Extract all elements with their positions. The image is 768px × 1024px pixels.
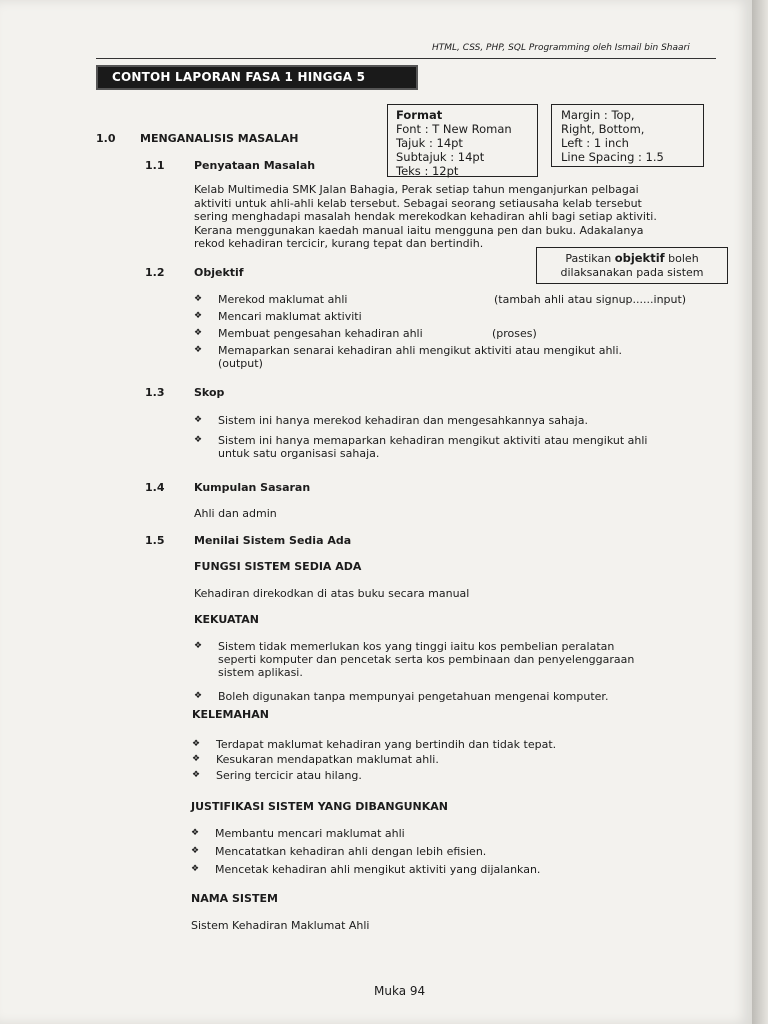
list-item-text: Membuat pengesahan kehadiran ahli [218, 327, 423, 340]
bullet-icon: ❖ [192, 754, 201, 764]
bullet-icon: ❖ [194, 345, 203, 355]
subsection-number: 1.5 [145, 534, 165, 547]
list-item-text: Mencetak kehadiran ahli mengikut aktiviti yang dijalankan. [215, 863, 541, 876]
subsection-title: Skop [194, 386, 225, 399]
list-item [191, 845, 713, 858]
bullet-icon: ❖ [194, 294, 203, 304]
problem-statement [194, 183, 716, 251]
list-item-text: Sistem tidak memerlukan kos yang tinggi iaitu kos pembelian peralatan [218, 640, 615, 653]
list-item-aside: (tambah ahli atau signup......input) [494, 293, 687, 306]
bullet-icon: ❖ [194, 415, 203, 425]
format-line: Font : T New Roman [396, 122, 512, 136]
paragraph-line: Kerana menggunakan kaedah manual iaitu mengguna pen dan buku. Adakalanya [194, 223, 644, 237]
kekuatan-heading: KEKUATAN [194, 613, 259, 626]
list-item-text: Mencari maklumat aktiviti [218, 310, 362, 323]
list-item [192, 753, 714, 766]
list-item [194, 327, 714, 340]
section-title: MENGANALISIS MASALAH [140, 132, 299, 145]
format-box [387, 104, 538, 177]
list-item [194, 344, 716, 370]
list-item [191, 827, 713, 840]
list-item [194, 434, 716, 460]
fungsi-text: Kehadiran direkodkan di atas buku secara manual [194, 587, 470, 600]
paragraph-line: sering menghadapi masalah hendak merekodkan kehadiran ahli bagi setiap aktiviti. [194, 210, 657, 223]
list-item [191, 863, 713, 876]
target-group-text: Ahli dan admin [194, 507, 277, 520]
list-item-text: Memaparkan senarai kehadiran ahli mengikut aktiviti atau mengikut ahli. [218, 344, 623, 357]
list-item [192, 769, 714, 782]
justifikasi-heading: JUSTIFIKASI SISTEM YANG DIBANGUNKAN [191, 800, 448, 813]
banner-title: CONTOH LAPORAN FASA 1 HINGGA 5 [96, 65, 418, 90]
list-item-text: Terdapat maklumat kehadiran yang bertindih dan tidak tepat. [216, 738, 557, 751]
subsection-title: Kumpulan Sasaran [194, 481, 311, 494]
bullet-icon: ❖ [194, 691, 203, 701]
format-line: Teks : 12pt [396, 164, 459, 178]
margin-line: Right, Bottom, [561, 122, 645, 136]
list-item [194, 640, 716, 679]
list-item-text: Boleh digunakan tanpa mempunyai pengetahuan mengenai komputer. [218, 690, 609, 703]
note-bold: objektif [614, 251, 665, 265]
bullet-icon: ❖ [194, 328, 203, 338]
note-text: dilaksanakan pada sistem [560, 266, 704, 279]
page-edge [752, 0, 768, 1024]
list-item [194, 690, 716, 703]
objective-note-box [536, 247, 728, 284]
list-item-aside: (proses) [492, 327, 537, 340]
margin-line: Line Spacing : 1.5 [561, 150, 664, 164]
kelemahan-heading: KELEMAHAN [192, 708, 269, 721]
list-item-text: Sistem ini hanya merekod kehadiran dan mengesahkannya sahaja. [218, 414, 588, 427]
bullet-icon: ❖ [191, 864, 200, 874]
running-header: HTML, CSS, PHP, SQL Programming oleh Ismail bin Shaari [432, 43, 690, 53]
list-item [194, 310, 714, 323]
list-item [194, 414, 716, 427]
subsection-number: 1.3 [145, 386, 165, 399]
nama-sistem-heading: NAMA SISTEM [191, 892, 278, 905]
paragraph-line: aktiviti untuk ahli-ahli kelab tersebut. Sebagai seorang setiausaha kelab tersebut [194, 196, 642, 210]
bullet-icon: ❖ [191, 828, 200, 838]
header-rule [96, 58, 716, 59]
fungsi-heading: FUNGSI SISTEM SEDIA ADA [194, 560, 362, 573]
list-item-text: Sering tercicir atau hilang. [216, 769, 362, 782]
format-box-title: Format [396, 108, 443, 122]
subsection-title: Objektif [194, 266, 244, 279]
subsection-number: 1.4 [145, 481, 165, 494]
list-item-text: Kesukaran mendapatkan maklumat ahli. [216, 753, 439, 766]
note-text: Pastikan [565, 252, 615, 265]
list-item-text: Merekod maklumat ahli [218, 293, 348, 306]
nama-sistem-text: Sistem Kehadiran Maklumat Ahli [191, 919, 370, 932]
subsection-number: 1.2 [145, 266, 165, 279]
bullet-icon: ❖ [194, 641, 203, 651]
bullet-icon: ❖ [192, 770, 201, 780]
section-number: 1.0 [96, 132, 116, 145]
margin-box [551, 104, 704, 167]
note-text: boleh [664, 252, 699, 265]
list-item-text: sistem aplikasi. [218, 666, 303, 679]
paragraph-line: rekod kehadiran tercicir, kurang tepat dan bertindih. [194, 237, 484, 250]
list-item-text: seperti komputer dan pencetak serta kos pembinaan dan penyelenggaraan [218, 653, 635, 666]
list-item-text: Membantu mencari maklumat ahli [215, 827, 405, 840]
list-item-text: Sistem ini hanya memaparkan kehadiran mengikut aktiviti atau mengikut ahli [218, 434, 648, 447]
bullet-icon: ❖ [194, 435, 203, 445]
list-item [194, 293, 714, 306]
list-item-text: untuk satu organisasi sahaja. [218, 447, 380, 460]
margin-line: Left : 1 inch [561, 136, 629, 150]
bullet-icon: ❖ [192, 739, 201, 749]
margin-line: Margin : Top, [561, 108, 635, 122]
format-line: Subtajuk : 14pt [396, 150, 485, 164]
list-item [192, 738, 714, 751]
list-item-text: Mencatatkan kehadiran ahli dengan lebih efisien. [215, 845, 487, 858]
list-item-text: (output) [218, 357, 263, 370]
subsection-title: Menilai Sistem Sedia Ada [194, 534, 352, 547]
format-line: Tajuk : 14pt [396, 136, 463, 150]
bullet-icon: ❖ [191, 846, 200, 856]
subsection-title: Penyataan Masalah [194, 159, 316, 172]
page-number: Muka 94 [374, 984, 426, 998]
subsection-number: 1.1 [145, 159, 165, 172]
bullet-icon: ❖ [194, 311, 203, 321]
paragraph-line: Kelab Multimedia SMK Jalan Bahagia, Perak setiap tahun menganjurkan pelbagai [194, 183, 639, 196]
